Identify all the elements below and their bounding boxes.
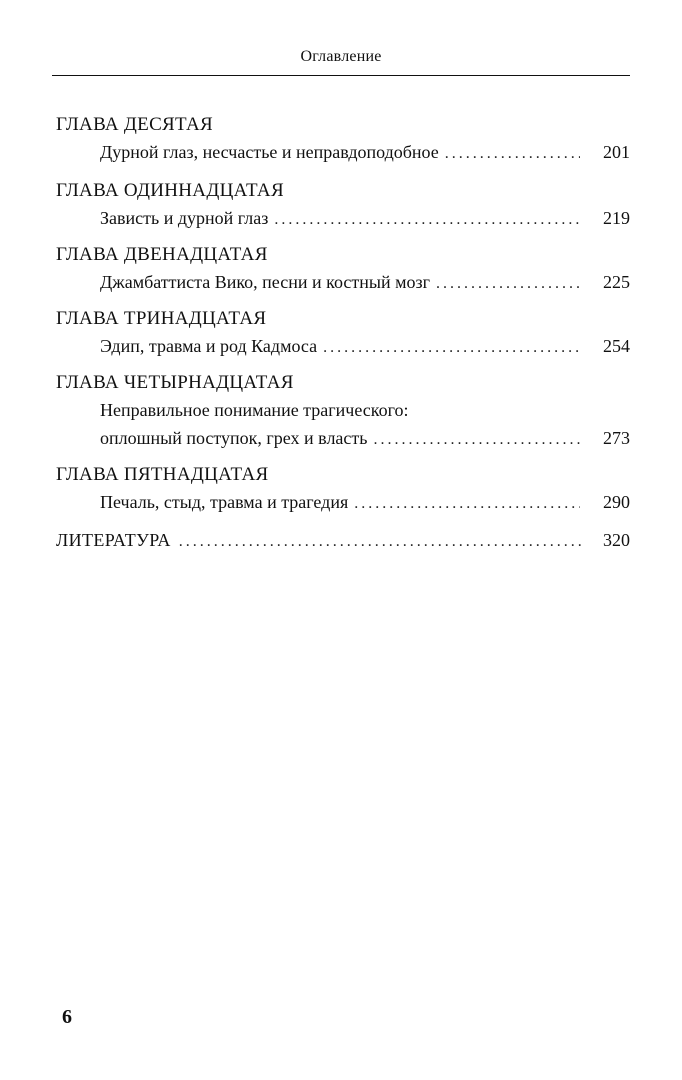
- entry-title: Зависть и дурной глаз: [100, 208, 269, 228]
- toc-literature: [56, 526, 630, 554]
- page-number: 219: [603, 208, 630, 228]
- entry-title: Эдип, травма и род Кадмоса: [100, 336, 318, 356]
- literature-title: ЛИТЕРАТУРА: [56, 530, 171, 550]
- table-of-contents: [56, 112, 630, 554]
- toc-entry: [100, 268, 630, 296]
- dot-leader: [354, 490, 580, 512]
- toc-chapter-13: [56, 306, 630, 360]
- page-number: 254: [603, 336, 630, 356]
- dot-leader: [179, 528, 584, 550]
- toc-chapter-15: [56, 462, 630, 516]
- toc-chapter-11: [56, 178, 630, 232]
- chapter-heading: ГЛАВА ОДИННАДЦАТАЯ: [56, 180, 284, 201]
- page-number: 273: [603, 428, 630, 448]
- page-number: 290: [603, 492, 630, 512]
- toc-entry: [100, 332, 630, 360]
- toc-entry: [100, 138, 630, 166]
- header-rule: [52, 75, 630, 76]
- entry-title: Печаль, стыд, травма и трагедия: [100, 492, 349, 512]
- entry-title-line1: Неправильное понимание трагического:: [100, 400, 409, 420]
- chapter-heading: ГЛАВА ДЕСЯТАЯ: [56, 114, 213, 135]
- dot-leader: [445, 140, 580, 162]
- running-head: Оглавление: [300, 48, 382, 65]
- entry-title: оплошный поступок, грех и власть: [100, 428, 368, 448]
- toc-entry: [100, 204, 630, 232]
- dot-leader: [373, 426, 580, 448]
- chapter-heading: ГЛАВА ТРИНАДЦАТАЯ: [56, 308, 267, 329]
- toc-chapter-10: [56, 112, 630, 166]
- page-number: 201: [603, 142, 630, 162]
- toc-entry: [100, 424, 630, 452]
- toc-chapter-14: [56, 370, 630, 452]
- toc-entry: [100, 488, 630, 516]
- page-number: 320: [603, 530, 630, 550]
- entry-title: Джамбаттиста Вико, песни и костный мозг: [100, 272, 431, 292]
- dot-leader: [323, 334, 580, 356]
- dot-leader: [436, 270, 580, 292]
- chapter-heading: ГЛАВА ЧЕТЫРНАДЦАТАЯ: [56, 372, 294, 393]
- toc-chapter-12: [56, 242, 630, 296]
- chapter-heading: ГЛАВА ПЯТНАДЦАТАЯ: [56, 464, 269, 485]
- page-folio: 6: [62, 1006, 72, 1028]
- entry-title: Дурной глаз, несчастье и неправдоподобное: [100, 142, 439, 162]
- page-number: 225: [603, 272, 630, 292]
- dot-leader: [274, 206, 580, 228]
- chapter-heading: ГЛАВА ДВЕНАДЦАТАЯ: [56, 244, 268, 265]
